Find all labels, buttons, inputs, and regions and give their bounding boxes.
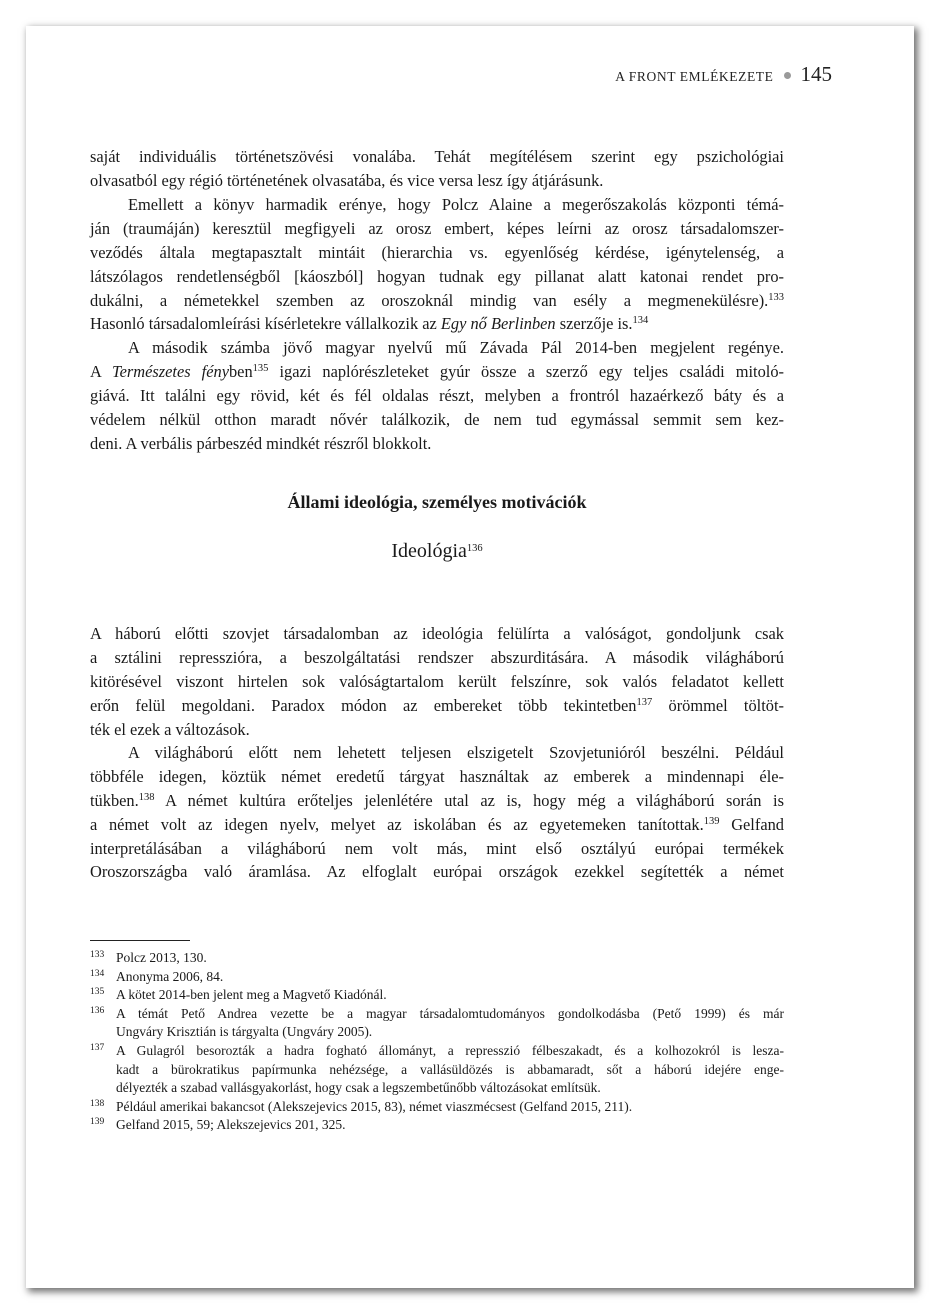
section-title: Állami ideológia, személyes motivációk xyxy=(287,492,587,512)
text-line: deni. A verbális párbeszéd mindkét részről blokkolt. xyxy=(90,433,432,453)
body-paragraph-1 xyxy=(90,145,784,193)
text-line: A háború előtti szovjet társadalomban az ideológia felülírta a valóságot, gondoljunk csak xyxy=(90,624,784,643)
footnote-divider xyxy=(90,940,190,941)
footnote-ref-138[interactable]: 138 xyxy=(138,791,155,803)
footnote-number: 136 xyxy=(90,1005,105,1016)
text-line: interpretálásában a világháború nem volt más, mint első osztályú európai termékek xyxy=(90,838,784,858)
text-line: Hasonló társadalomleírási kísérletekre vállalkozik az Egy nő Berlinben szerzője is.$^{134}$ xyxy=(90,314,649,334)
text-line: Emellett a könyv harmadik erénye, hogy Polcz Alaine a megerőszakolás központi témá- xyxy=(128,195,784,214)
footnote-item xyxy=(90,1098,784,1117)
text-line: giává. Itt találni egy rövid, két és fél oldalas részt, melyben a frontról hazaérkező báty és a xyxy=(90,385,784,405)
footnote-ref-139[interactable]: 139 xyxy=(703,815,720,827)
body-paragraph-3 xyxy=(90,336,784,455)
footnote-text xyxy=(116,1116,784,1135)
text-line: védelem nélkül otthon maradt nővér találkozik, de nem tud egymással semmit sem kez- xyxy=(90,409,784,429)
text-line: A világháború előtt nem lehetett teljesen elszigetelt Szovjetunióról beszélni. Például xyxy=(128,743,784,762)
footnote-item xyxy=(90,1116,784,1135)
footnote-ref-137[interactable]: 137 xyxy=(636,696,653,708)
body-paragraph-2 xyxy=(90,193,784,336)
footnote-number: 138 xyxy=(90,1098,105,1109)
book-title: Egy nő Berlinben xyxy=(440,314,556,334)
text-line: tükben.$^{138}$ A német kultúra erőteljes jelenlétére utal az is, hogy még a világháború során is xyxy=(90,790,784,810)
footnote-line: Polcz 2013, 130. xyxy=(116,950,207,965)
footnote-text xyxy=(116,1005,784,1042)
footnote-ref-134[interactable]: 134 xyxy=(632,315,649,327)
bullet-separator-icon xyxy=(784,72,791,79)
footnote-item xyxy=(90,968,784,987)
footnote-item xyxy=(90,986,784,1005)
footnote-number: 135 xyxy=(90,987,105,998)
footnote-ref-133[interactable]: 133 xyxy=(768,291,784,303)
text-line: a sztálini represszióra, a beszolgáltatási rendszer abszurditására. A második világháború xyxy=(90,647,784,667)
footnote-line: Gelfand 2015, 59; Alekszejevics 201, 325. xyxy=(116,1117,346,1133)
text-line: erőn felül megoldani. Paradox módon az embereket több tekintetben$^{137}$ örömmel töltöt- xyxy=(90,695,785,715)
footnote-line: A témát Pető Andrea vezette be a magyar társadalomtudományos gondolkodásba (Pető 1999) és már xyxy=(116,1005,784,1021)
footnote-text xyxy=(116,968,784,987)
footnote-item xyxy=(90,949,784,968)
book-title: Természetes fény xyxy=(112,361,229,381)
footnote-number: 137 xyxy=(90,1042,105,1053)
text-line: veződés általa megtapasztalt mintáit (hierarchia vs. egyenlőség kérdése, igénytelenség, a xyxy=(90,242,784,262)
text-line: olvasatból egy régió történetének olvasatába, és vice versa lesz így átjárásunk. xyxy=(90,170,604,190)
body-paragraph-4 xyxy=(90,622,784,741)
text-line: A Természetes fényben$^{135}$ igazi naplórészleteket gyúr össze a szerző egy teljes családi mitoló- xyxy=(90,361,785,381)
footnote-text xyxy=(116,986,784,1005)
footnote-line: A Gulagról besorozták a hadra fogható állományt, a represszió félbeszakadt, és a kolhozokról is lesza- xyxy=(116,1042,784,1058)
footnote-text xyxy=(116,1098,784,1117)
footnote-line: kadt a bürokratikus papírmunka nehézsége, a vallásüldözés is abbamaradt, sőt a háború idejére enge- xyxy=(116,1061,784,1077)
footnote-line: Például amerikai bakancsot (Alekszejevics 2015, 83), német viaszmécsest (Gelfand 2015, 211). xyxy=(116,1098,633,1114)
footnote-text xyxy=(116,1042,784,1098)
footnote-line: A kötet 2014-ben jelent meg a Magvető Kiadónál. xyxy=(116,987,387,1003)
text-line: a német volt az idegen nyelv, melyet az iskolában és az egyetemeken tanítottak.$^{139}$ Gelfand xyxy=(90,814,784,834)
page-number: 145 xyxy=(800,62,832,86)
text-line: saját individuális történetszövési vonalába. Tehát megítélésem szerint egy pszichológiai xyxy=(90,147,784,166)
text-line: A második számba jövő magyar nyelvű mű Závada Pál 2014-ben megjelent regénye. xyxy=(128,338,784,357)
text-line: látszólagos rendetlenségből [káoszból] hogyan tudnak egy pillanat alatt katonai rendet pro- xyxy=(90,266,784,286)
running-header xyxy=(615,62,832,87)
text-line: ték el ezek a változások. xyxy=(90,719,250,739)
text-line: kitörésével viszont hirtelen sok valóságtartalom került felszínre, sok valós feladatot kellett xyxy=(90,671,784,691)
footnote-line: Ungváry Krisztián is tárgyalta (Ungváry 2005). xyxy=(116,1024,373,1040)
footnote-line: délyezték a szabad vallásgyakorlást, hogy csak a legszembetűnőbb változásokat említsük. xyxy=(116,1080,601,1096)
text-line: többféle idegen, köztük német eredetű tárgyat használtak az emberek a mindennapi éle- xyxy=(90,766,784,786)
footnote-text xyxy=(116,949,784,968)
running-title: A FRONT EMLÉKEZETE xyxy=(615,69,774,84)
text-line: dukálni, a németekkel szemben az oroszoknál mindig van esély a megmenekülésre).$^{133}$ xyxy=(90,290,784,310)
text-line: ján (traumáján) keresztül megfigyeli az orosz embert, képes leírni az orosz társadalomszer- xyxy=(90,218,784,238)
footnote-line: Anonyma 2006, 84. xyxy=(116,968,224,984)
footnote-ref-135[interactable]: 135 xyxy=(252,362,269,374)
footnote-item xyxy=(90,1042,784,1098)
footnote-number: 134 xyxy=(90,968,105,979)
footnote-ref-136[interactable]: 136 xyxy=(466,543,483,554)
footnote-number: 133 xyxy=(90,950,105,960)
footnotes xyxy=(90,949,784,1135)
subsection-title: Ideológia$^{136}$ xyxy=(391,540,483,562)
footnote-item xyxy=(90,1005,784,1042)
footnote-number: 139 xyxy=(90,1117,105,1128)
body-paragraph-5 xyxy=(90,741,784,884)
text-line: Oroszországba való áramlása. Az elfoglalt európai országok ezekkel segítették a német xyxy=(90,862,784,882)
